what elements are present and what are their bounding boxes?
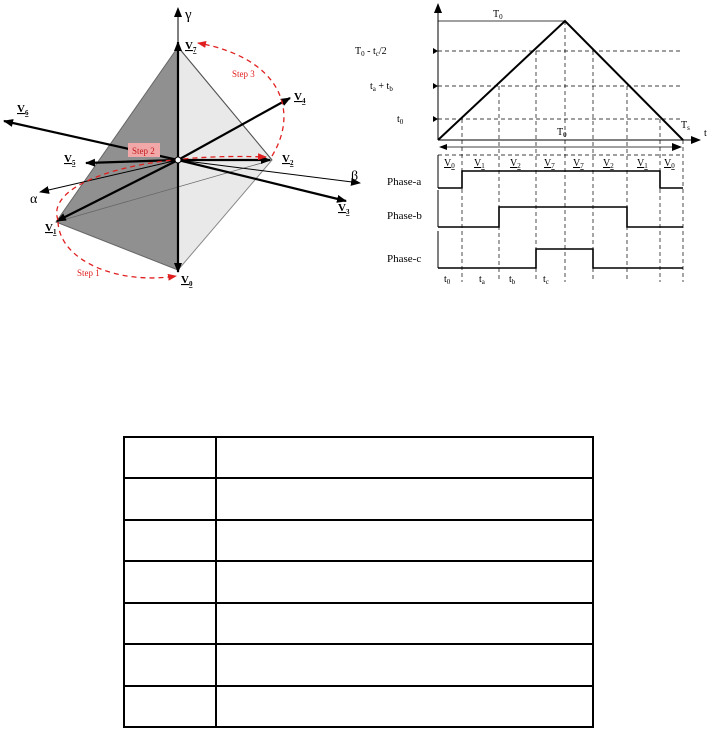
- phase-b-waveform: [438, 207, 683, 227]
- seq-label-8: $V_0$: [664, 158, 675, 170]
- table-cell: [216, 644, 593, 685]
- step3-label: Step 3: [232, 69, 255, 79]
- bottom-t0: $t_0$: [444, 274, 451, 286]
- table-row: [124, 644, 593, 685]
- v7-label: $V_7$: [185, 40, 197, 54]
- seq-label-4: $V_7$: [544, 158, 555, 170]
- alpha-label: α: [30, 192, 38, 207]
- beta-label: β: [351, 169, 359, 184]
- timing-diagram: [355, 4, 707, 286]
- step1-label: Step 1: [77, 268, 100, 278]
- tetrahedron-diagram: [4, 7, 360, 288]
- seq-label-1: $V_0$: [444, 158, 455, 170]
- table-cell: [124, 644, 216, 685]
- phase-c-waveform: [438, 249, 683, 268]
- gamma-label: γ: [185, 7, 192, 23]
- seq-label-3: $V_2$: [510, 158, 521, 170]
- seq-label-7: $V_1$: [637, 158, 648, 170]
- top-t0-label: $T_0$: [493, 9, 503, 21]
- seq-label-5: $V_7$: [573, 158, 584, 170]
- table-row: [124, 437, 593, 478]
- table-row: [124, 686, 593, 727]
- bottom-ta: $t_a$: [479, 274, 485, 286]
- period-label: $T_0$: [557, 127, 567, 139]
- bottom-tc: $t_c$: [543, 274, 549, 286]
- ts-label: $T_s$: [681, 120, 690, 132]
- table-cell: [216, 561, 593, 602]
- v2-label: $V_2$: [282, 153, 294, 167]
- bottom-tb: $t_b$: [509, 274, 516, 286]
- t-axis-label: t: [704, 128, 707, 139]
- v4-label: $V_4$: [294, 91, 306, 105]
- level-t0-tc-label: $T_0 - t_c/2$: [355, 46, 387, 58]
- table-cell: [216, 686, 593, 727]
- v6-label: $V_6$: [17, 103, 29, 117]
- phase-b-label: Phase-b: [387, 210, 422, 222]
- v1-label: $V_1$: [45, 222, 57, 236]
- table-cell: [216, 478, 593, 519]
- table-cell: [124, 561, 216, 602]
- v5-label: $V_5$: [64, 153, 76, 167]
- tetra-face-light: [178, 47, 272, 270]
- table-row: [124, 520, 593, 561]
- triangle-carrier: [438, 21, 683, 140]
- v0-label: $V_0$: [181, 274, 193, 288]
- table-cell: [216, 520, 593, 561]
- table-row: [124, 561, 593, 602]
- table-cell: [216, 437, 593, 478]
- table-cell: [124, 478, 216, 519]
- phase-a-label: Phase-a: [387, 176, 422, 188]
- level-ta-tb-label: $t_a + t_b$: [370, 81, 393, 93]
- origin: [175, 157, 181, 163]
- table-cell: [216, 603, 593, 644]
- table-row: [124, 603, 593, 644]
- seq-label-2: $V_1$: [474, 158, 485, 170]
- level-t0-label: $t_0$: [397, 114, 404, 126]
- phase-c-label: Phase-c: [387, 253, 422, 265]
- table-cell: [124, 603, 216, 644]
- phase-a-waveform: [438, 171, 683, 188]
- table-cell: [124, 520, 216, 561]
- empty-table: [123, 436, 594, 728]
- table-row: [124, 478, 593, 519]
- seq-label-6: $V_2$: [603, 158, 614, 170]
- v3-label: $V_3$: [338, 202, 350, 216]
- table-cell: [124, 437, 216, 478]
- step2-label: Step 2: [132, 146, 155, 156]
- table-cell: [124, 686, 216, 727]
